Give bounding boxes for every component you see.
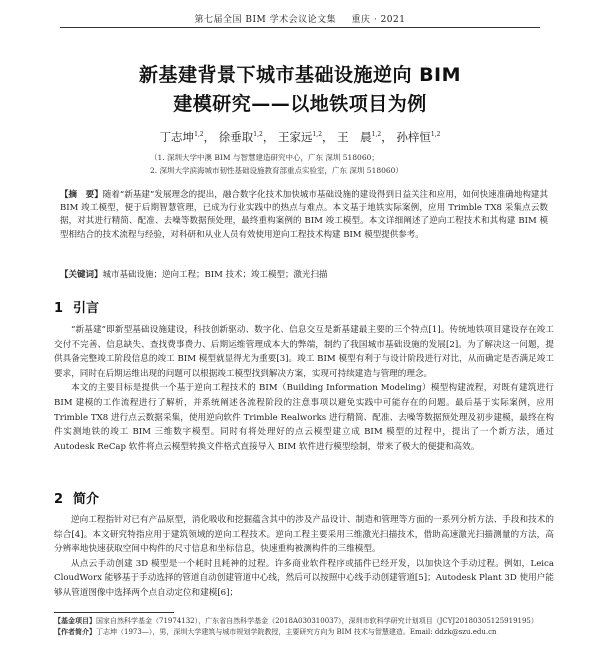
affiliation-2: 2. 深圳大学滨海城市韧性基础设施教育部重点实验室，广东 深圳 518060）: [150, 166, 403, 175]
paragraph: 本文的主要目标是提供一个基于逆向工程技术的 BIM（Building Information Modeling）模型构建流程，对既有建筑进行 BIM 建模的工作流程进行了解析，并系统阐述各流程阶段的注意事项以避免实践中可能存在的问题。最后基于实际案例，应用 Trimble TX8 进行点云数据采集，使用逆向软件 Trimble Realworks 进行精简、配准、去噪等数据预处理及初步建模，最终在构件实测地铁的竣工 BIM 三维数字模型。同时有将处理好的点云模型建立成 BIM 模型的过程中，提出了一个新方法，通过 Autodesk ReCap 软件将点云模型转换文件格式直接导入 BIM 软件进行模型绘制，带来了极大的便捷和高效。: [54, 383, 554, 452]
section-heading-overview: [54, 488, 99, 507]
author-list: 丁志坤$^{1,2}$， 徐垂取$^{1,2}$， 王家远$^{1,2}$， 王 晨$^{1,2}$， 孙梓恒$^{1,2}$: [159, 130, 441, 144]
section-number: 2: [54, 492, 64, 507]
author: 徐垂取$^{1,2}$: [218, 130, 263, 144]
author: 孙梓恒$^{1,2}$: [396, 130, 441, 144]
keywords-label: 【关键词】: [60, 270, 103, 280]
affiliation-1: （1. 深圳大学中澳 BIM 与智慧建造研究中心，广东 深圳 518060；: [150, 153, 379, 162]
author: 王家远$^{1,2}$: [277, 130, 323, 144]
section-body-overview: [54, 513, 554, 601]
footnotes: [54, 616, 554, 638]
abstract-text: 随着“新基建”发展理念的提出，融合数字化技术加快城市基础设施的建设得到日益关注和应用，如何快速准确地构建其 BIM 竣工模型，便于后期智慧管理，已成为行业实践中的热点与难点。本文基于地铁实际案例，应用 Trimble TX8 采集点云数据，对其进行精简、配准、去噪等数据预处理，最终重构案例的 BIM 竣工模型。本文详细阐述了逆向工程技术和其构建 BIM 模型相结合的技术流程与经验，对科研和从业人员有效使用逆向工程技术构建 BIM 模型提供参考。: [60, 190, 548, 240]
running-head: [0, 12, 600, 25]
abstract-label: 【摘 要】: [60, 190, 103, 200]
abstract: [60, 189, 548, 242]
keywords-text: 城市基础设施；逆向工程；BIM 技术；竣工模型；激光扫描: [102, 270, 328, 280]
paragraph: 逆向工程指针对已有产品原型，消化吸收和挖掘蕴含其中的涉及产品设计、制造和管理等方面的一系列分析方法、手段和技术的综合[4]。本文研究特指应用于建筑领域的逆向工程技术。逆向工程主要采用三维激光扫描技术，借助高速激光扫描测量的方法，高分辨率地快速获取空间中构件的尺寸信息和坐标信息，快速重构被测构件的三维模型。: [54, 515, 554, 555]
paragraph: 从点云手动创建 3D 模型是一个耗时且耗神的过程。许多商业软件程序或插件已经开发，以加快这个手动过程。例如，Leica CloudWorx 能够基于手动选择的管道自动创建管道中心线，然后可以按照中心线手动创建管道[5]；Autodesk Plant 3D 使用户能够从管道图像中选择两个点自动定位和建模[6]；: [54, 558, 554, 598]
author: 丁志坤$^{1,2}$: [159, 130, 204, 144]
running-head-left: 第七届全国 BIM 学术会议论文集: [194, 15, 337, 25]
running-head-right: 重庆 · 2021: [351, 15, 406, 25]
paragraph: “新基建”即新型基础设施建设，科技创新驱动、数字化、信息交互是新基建最主要的三个特点[1]。传统地铁项目建设存在竣工交付不完善、信息缺失、查找费事费力、后期运维管理成本大的弊端，制约了我国城市基础设施的发展[2]。为了解决这一问题，提供具备完整竣工阶段信息的竣工 BIM 模型就显得尤为重要[3]。竣工 BIM 模型有利于与设计阶段进行对比，从而确定是否满足竣工要求，同时在后期运维出现的问题可以根据竣工模型找到解决方案，实现可持续建造与管理的理念。: [54, 325, 554, 379]
footnote-rule: [54, 612, 174, 613]
paper-title-line-1: 新基建背景下城市基础设施逆向 BIM: [138, 64, 462, 86]
paper-title-line-2: 建模研究——以地铁项目为例: [173, 93, 427, 115]
keywords: [60, 268, 548, 280]
author: 王 晨$^{1,2}$: [337, 130, 382, 144]
section-title: 简介: [73, 492, 100, 507]
footnote-funding: 【基金项目】国家自然科学基金（71974132），广东省自然科学基金（2018A030310037），深圳市软科学研究计划项目（JCYJ20180305125919195）: [54, 617, 538, 625]
footnote-author-bio: 【作者简介】丁志坤（1973—），男，深圳大学建筑与城市规划学院教授，主要研究方向为 BIM 技术与智慧建造。Email: ddzk@szu.edu.cn: [54, 628, 497, 636]
section-number: 1: [54, 301, 64, 316]
section-heading-introduction: [54, 297, 99, 316]
header-rule: [60, 27, 540, 28]
section-body-introduction: [54, 323, 554, 454]
section-title: 引言: [73, 301, 100, 316]
